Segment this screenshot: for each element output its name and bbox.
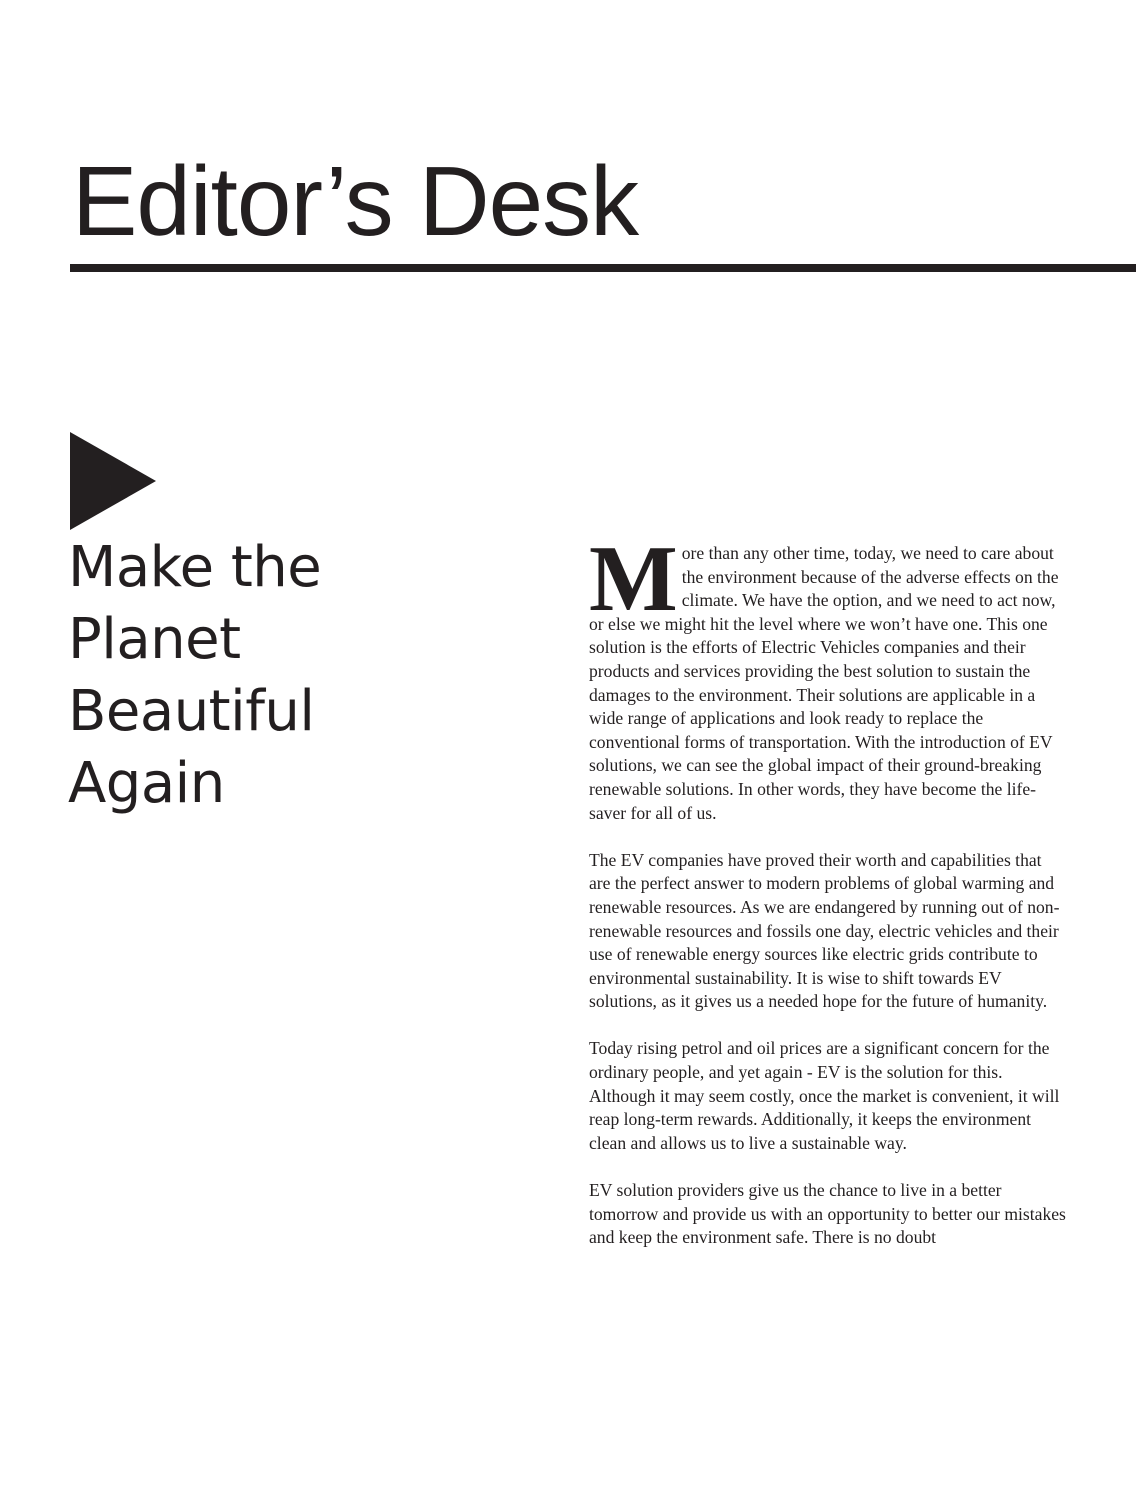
play-triangle-icon	[70, 432, 156, 530]
article-body	[589, 527, 1067, 1273]
page-title: Editor’s Desk	[72, 146, 639, 256]
headline-line: Planet	[68, 607, 241, 672]
article-paragraph: Today rising petrol and oil prices are a significant concern for the ordinary people, and yet again - EV is the solution for this. Although it may seem costly, once the market is convenient, it will reap long-term rewards. Additionally, it keeps the environment clean and allows us to live a sustainable way.	[589, 1038, 1060, 1153]
drop-cap: M	[589, 527, 678, 631]
title-divider	[70, 264, 1136, 272]
headline-line: Make the	[68, 535, 322, 600]
paragraph-text: ore than any other time, today, we need to care about the environment because of the adverse effects on the climate. We have the option, and we need to act now, or else we might hit the level where we won’t have one. This one solution is the efforts of Electric Vehicles companies and their products and services providing the best solution to sustain the damages to the environment. Their solutions are applicable in a wide range of applications and look ready to replace the conventional forms of transportation. With the introduction of EV solutions, we can see the global impact of their ground-breaking renewable solutions. In other words, they have become the life-saver for all of us.	[589, 543, 1059, 823]
article-paragraph	[589, 527, 1067, 825]
article-headline	[68, 532, 428, 820]
headline-line: Again	[68, 751, 225, 816]
article-paragraph: The EV companies have proved their worth and capabilities that are the perfect answer to modern problems of global warming and renewable resources. As we are endangered by running out of non-renewable resources and fossils one day, electric vehicles and their use of renewable energy sources like electric grids contribute to environmental sustainability. It is wise to shift towards EV solutions, as it gives us a needed hope for the future of humanity.	[589, 849, 1060, 1012]
article-paragraph: EV solution providers give us the chance to live in a better tomorrow and provide us with an opportunity to better our mistakes and keep the environment safe. There is no doubt	[589, 1180, 1066, 1248]
headline-line: Beautiful	[68, 679, 315, 744]
